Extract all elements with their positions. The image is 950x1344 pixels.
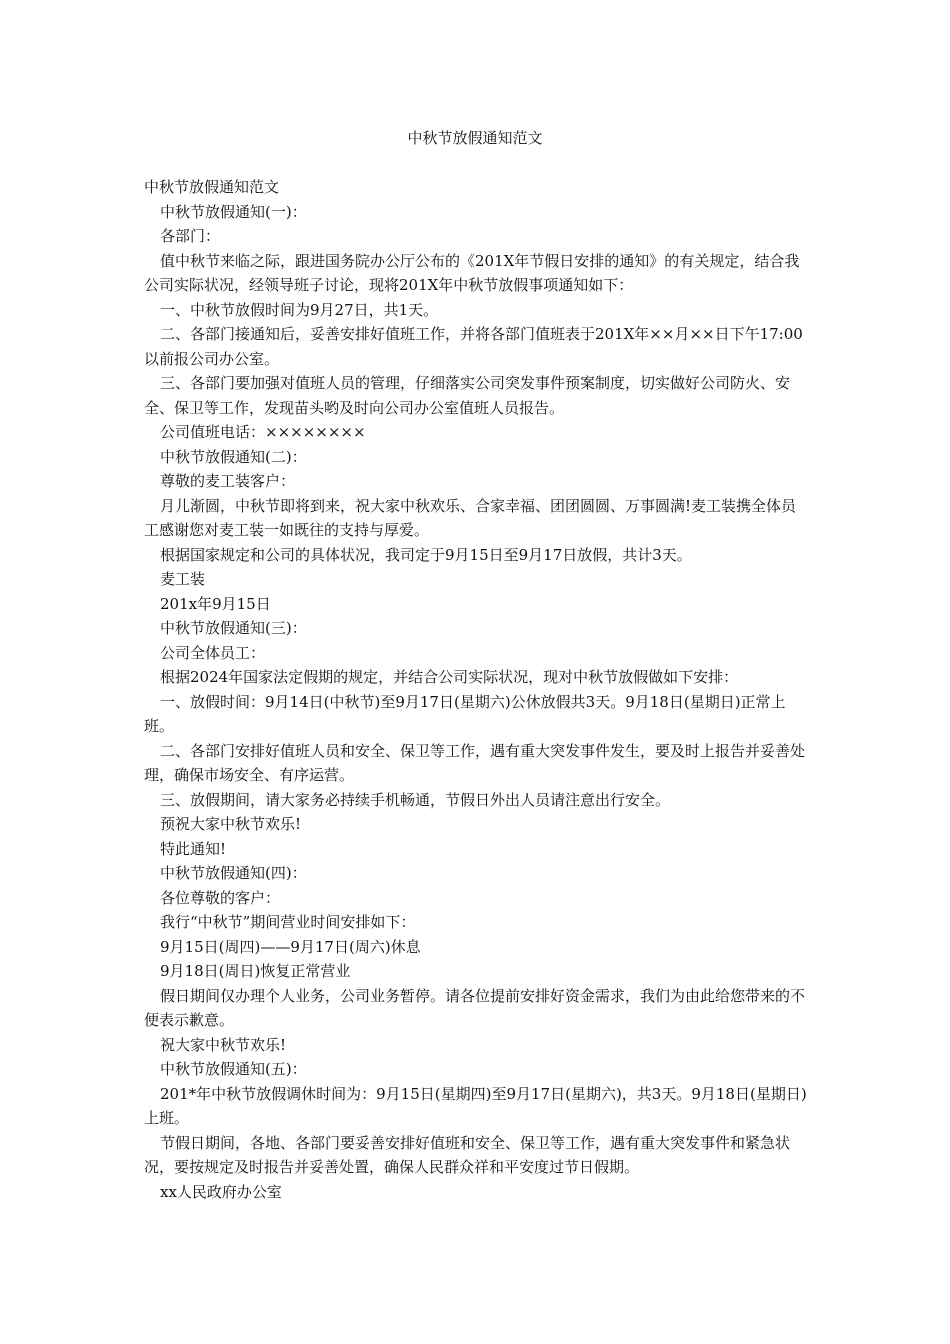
salutation: 各位尊敬的客户： (160, 888, 281, 907)
notice-heading: 中秋节放假通知(一)： (160, 202, 307, 221)
notice-heading: 中秋节放假通知(四)： (160, 864, 307, 882)
paragraph: 根据2024年国家法定假期的规定，并结合公司实际状况，现对中秋节放假做如下安排： (160, 668, 739, 686)
salutation: 各部门： (160, 227, 221, 245)
paragraph: 二、各部门安排好值班人员和安全、保卫等工作，遇有重大突发事件发生，要及时上报告并妥善处理，确保市场安全、有序运营。 (144, 741, 806, 784)
paragraph: 9月18日(周日)恢复正常营业 (160, 962, 351, 980)
paragraph: 特此通知! (160, 839, 227, 858)
salutation: 公司全体员工： (160, 643, 266, 662)
paragraph: 中秋节放假通知范文 (144, 178, 280, 196)
paragraph: 月儿渐圆，中秋节即将到来，祝大家中秋欢乐、合家幸福、团团圆圆、万事圆满!麦工装携全体员工感谢您对麦工装一如既往的支持与厚爱。 (144, 496, 797, 539)
notice-heading: 中秋节放假通知(三)： (160, 619, 307, 637)
paragraph: 一、中秋节放假时间为9月27日，共1天。 (160, 300, 439, 319)
date: 201x年9月15日 (160, 594, 271, 613)
paragraph: 值中秋节来临之际，跟进国务院办公厅公布的《201X年节假日安排的通知》的有关规定，结合我公司实际状况，经领导班子讨论，现将201X年中秋节放假事项通知如下： (144, 251, 800, 294)
paragraph: 一、放假时间：9月14日(中秋节)至9月17日(星期六)公休放假共3天。9月18日(星期日)正常上班。 (144, 692, 786, 735)
signature: xx人民政府办公室 (160, 1182, 282, 1201)
paragraph: 三、各部门要加强对值班人员的管理，仔细落实公司突发事件预案制度，切实做好公司防火、安全、保卫等工作，发现苗头哟及时向公司办公室值班人员报告。 (144, 374, 791, 417)
notice-heading: 中秋节放假通知(二)： (160, 447, 307, 466)
paragraph: 根据国家规定和公司的具体状况，我司定于9月15日至9月17日放假，共计3天。 (160, 545, 692, 564)
paragraph: 9月15日(周四)——9月17日(周六)休息 (160, 937, 421, 956)
paragraph: 我行“中秋节”期间营业时间安排如下： (160, 913, 416, 931)
document-title: 中秋节放假通知范文 (407, 129, 543, 147)
salutation: 尊敬的麦工装客户： (160, 472, 296, 490)
paragraph: 节假日期间，各地、各部门要妥善安排好值班和安全、保卫等工作，遇有重大突发事件和紧急状况，要按规定及时报告并妥善处置，确保人民群众祥和平安度过节日假期。 (144, 1133, 791, 1176)
paragraph: 假日期间仅办理个人业务，公司业务暂停。请各位提前安排好资金需求，我们为由此给您带来的不便表示歉意。 (144, 986, 806, 1029)
paragraph: 祝大家中秋节欢乐! (160, 1035, 287, 1054)
paragraph: 预祝大家中秋节欢乐! (160, 815, 302, 833)
paragraph: 三、放假期间，请大家务必持续手机畅通，节假日外出人员请注意出行安全。 (160, 790, 671, 809)
document-body (144, 175, 810, 1204)
paragraph: 201*年中秋节放假调休时间为：9月15日(星期四)至9月17日(星期六)，共3天。9月18日(星期日)上班。 (144, 1084, 807, 1127)
paragraph: 二、各部门接通知后，妥善安排好值班工作，并将各部门值班表于201X年××月××日下午17:00以前报公司办公室。 (144, 325, 803, 368)
paragraph: 公司值班电话：×××××××× (160, 423, 366, 441)
notice-heading: 中秋节放假通知(五)： (160, 1060, 307, 1078)
signature: 麦工装 (160, 570, 206, 588)
